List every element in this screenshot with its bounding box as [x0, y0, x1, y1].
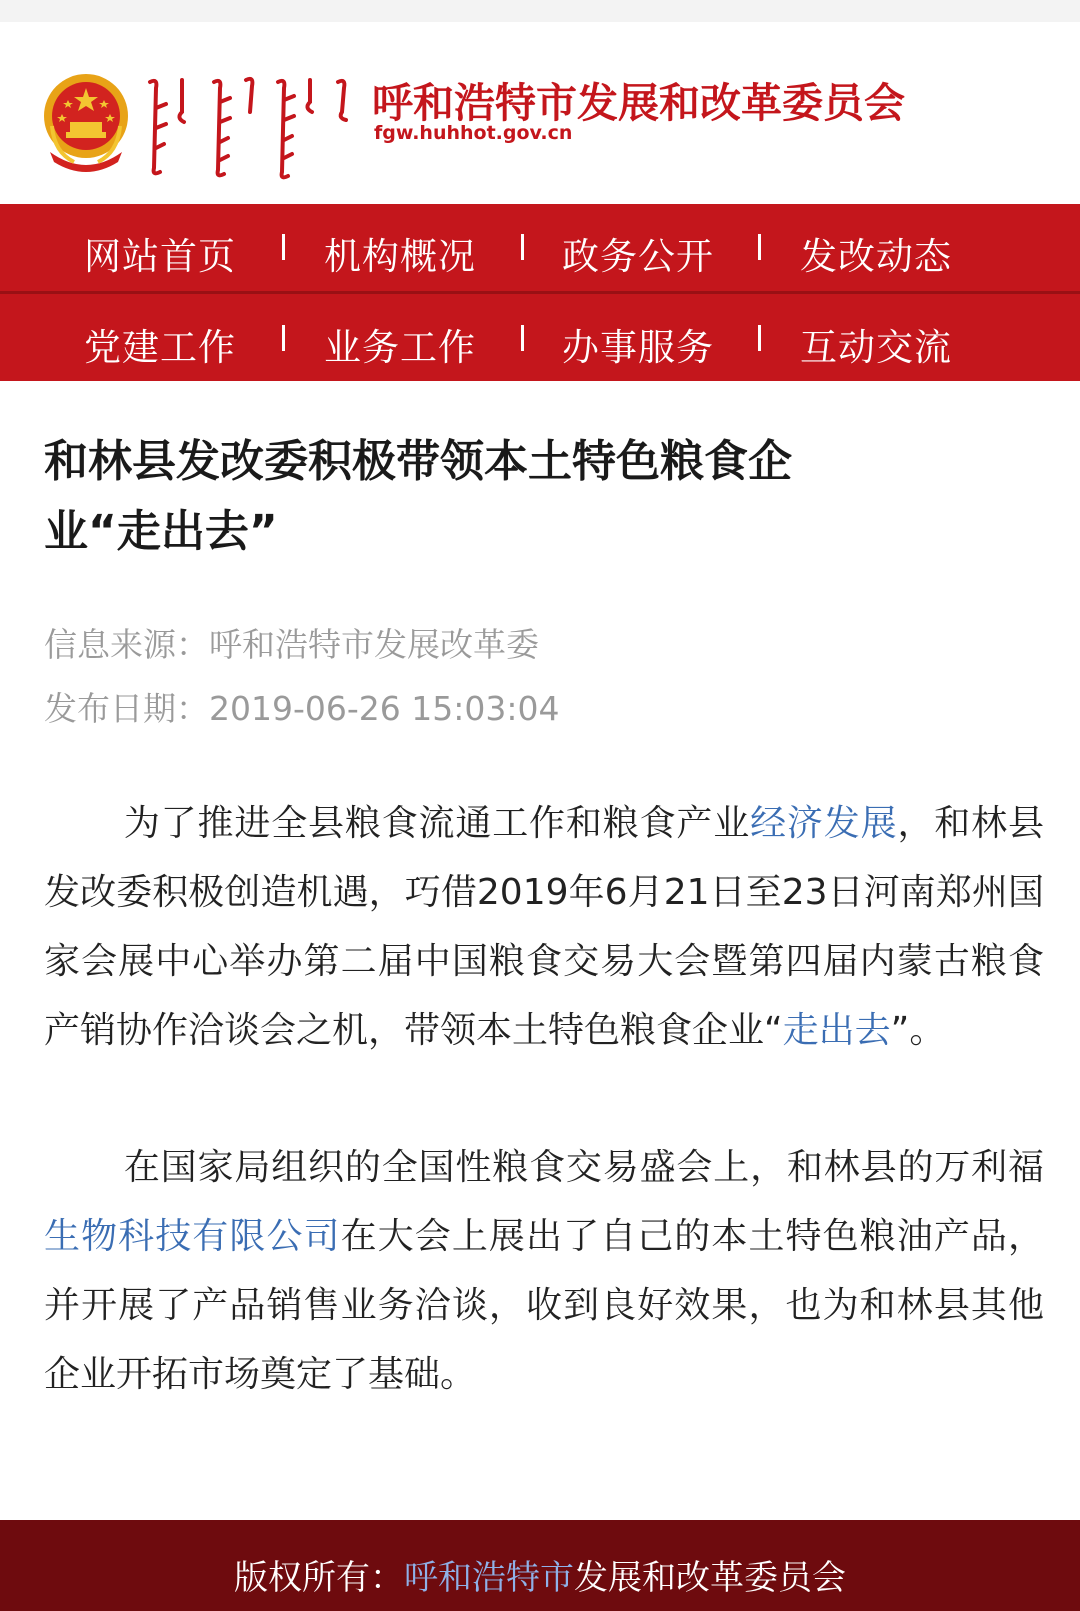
article-date — [44, 683, 559, 730]
source-label: 信息来源： — [44, 625, 209, 664]
source-value: 呼和浩特市发展改革委 — [209, 625, 539, 664]
nav-separator — [758, 234, 761, 260]
site-footer — [0, 1520, 1080, 1611]
nav-item-news[interactable]: 发改动态 — [800, 235, 952, 278]
nav-item-business[interactable]: 业务工作 — [324, 326, 476, 369]
article-title-line1: 和林县发改委积极带领本土特色粮食企 — [44, 436, 792, 487]
nav-separator — [521, 234, 524, 260]
nav-separator — [282, 325, 285, 351]
link-biotech-company[interactable]: 生物科技有限公司 — [44, 1216, 341, 1257]
link-go-out[interactable]: 走出去 — [782, 1010, 891, 1051]
paragraph-text: ，和林县发改委积极创造机遇，巧借2019年6月21日至23日河南郑州国家会展中心举办第二届中国粮食交易大会暨第四届内蒙古粮食产销协作洽谈会之机，带领本土特色粮食企业“ — [44, 803, 1044, 1051]
site-title[interactable]: 呼和浩特市发展和改革委员会 — [372, 79, 905, 127]
mongolian-script-logo — [142, 72, 352, 182]
nav-row-1 — [0, 204, 1080, 290]
paragraph-text: 在国家局组织的全国性粮食交易盛会上，和林县的万利福 — [123, 1147, 1044, 1188]
nav-item-interaction[interactable]: 互动交流 — [800, 326, 952, 369]
copyright — [0, 1550, 1080, 1599]
nav-row-2 — [0, 295, 1080, 381]
nav-item-organization[interactable]: 机构概况 — [324, 235, 476, 278]
date-value: 2019-06-26 15:03:04 — [209, 689, 560, 728]
paragraph-text: 为了推进全县粮食流通工作和粮食产业 — [123, 803, 751, 844]
copyright-owner: 发展和改革委员会 — [574, 1558, 846, 1598]
article-title — [44, 427, 984, 567]
nav-separator — [758, 325, 761, 351]
paragraph-text: 在大会上展出了自己的本土特色粮油产品，并开展了产品销售业务洽谈，收到良好效果，也为和林县其他企业开拓市场奠定了基础。 — [44, 1216, 1044, 1395]
status-strip — [0, 0, 1080, 22]
nav-separator — [521, 325, 524, 351]
national-emblem-icon[interactable] — [40, 66, 132, 178]
article-paragraph-1 — [44, 789, 1044, 1065]
nav-divider — [0, 291, 1080, 294]
main-nav — [0, 204, 1080, 381]
date-label: 发布日期： — [44, 689, 209, 728]
nav-separator — [282, 234, 285, 260]
link-economic-development[interactable]: 经济发展 — [750, 803, 898, 844]
site-header — [0, 22, 1080, 204]
nav-item-services[interactable]: 办事服务 — [562, 326, 714, 369]
nav-item-party[interactable]: 党建工作 — [84, 326, 236, 369]
nav-item-gov-affairs[interactable]: 政务公开 — [562, 235, 714, 278]
footer-link-huhhot[interactable]: 呼和浩特市 — [404, 1558, 574, 1598]
site-domain: fgw.huhhot.gov.cn — [374, 122, 573, 144]
article-paragraph-2 — [44, 1133, 1044, 1409]
article-title-line2: 业“走出去” — [44, 506, 278, 557]
nav-item-home[interactable]: 网站首页 — [84, 235, 236, 278]
copyright-label: 版权所有： — [234, 1558, 404, 1598]
article-source — [44, 619, 539, 666]
paragraph-text: ”。 — [890, 1010, 946, 1051]
